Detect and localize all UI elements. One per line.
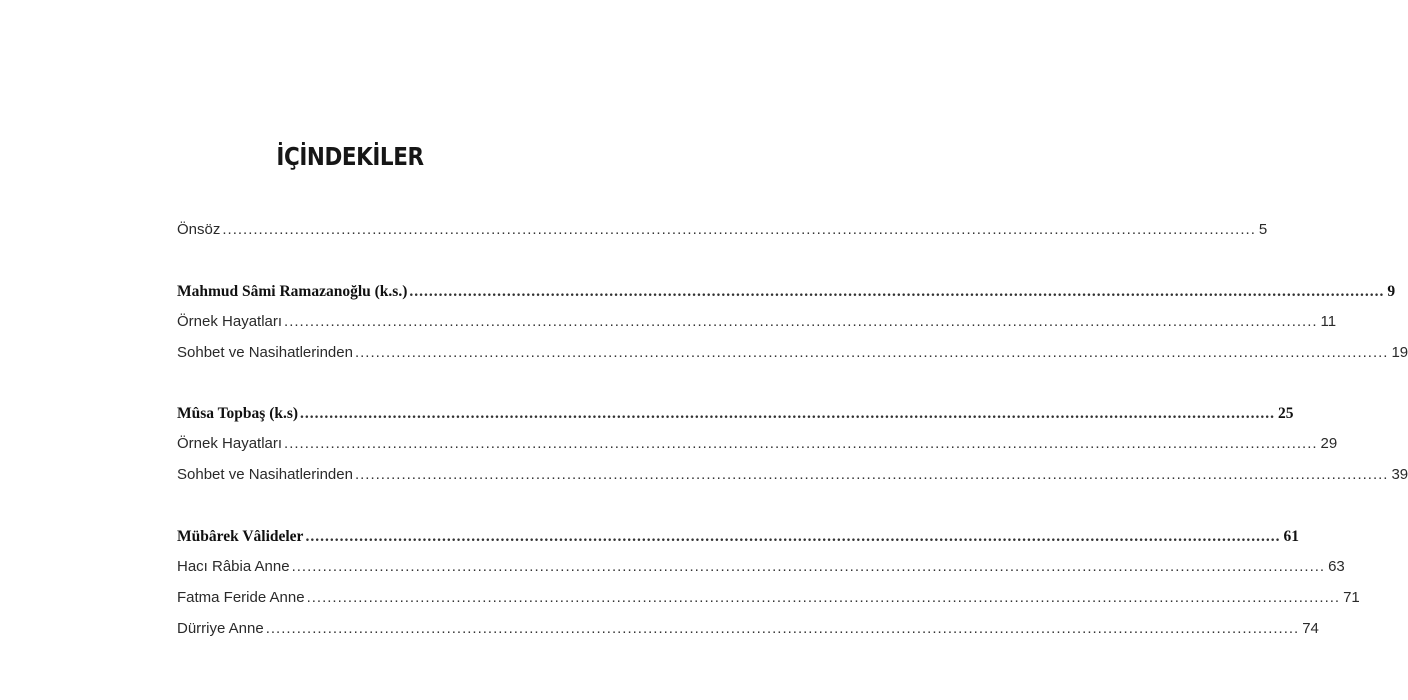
- toc-entry-label: Örnek Hayatları: [177, 313, 283, 330]
- toc-section-ramazanoglu: [177, 283, 1396, 305]
- dot-leader: ........................................................................................................................................................................................................: [291, 558, 1326, 575]
- toc-entry-sohbet-1: [177, 344, 1408, 366]
- toc-entry-label: Sohbet ve Nasihatlerinden: [177, 466, 353, 483]
- dot-leader: ........................................................................................................................................................................................................: [284, 435, 1318, 452]
- dot-leader: ........................................................................................................................................................................................................: [300, 405, 1276, 422]
- toc-section-topbas: [177, 405, 1294, 427]
- toc-section-label: Mahmud Sâmi Ramazanoğlu (k.s.): [177, 283, 408, 300]
- toc-entry-label: Önsöz: [177, 221, 221, 238]
- dot-leader: ........................................................................................................................................................................................................: [265, 620, 1300, 637]
- toc-entry-onsoz: [177, 221, 1268, 243]
- toc-entry-label: Dürriye Anne: [177, 620, 264, 637]
- toc-entry-page: 19: [1391, 344, 1408, 361]
- toc-section-page: 61: [1283, 528, 1299, 545]
- dot-leader: ........................................................................................................................................................................................................: [306, 589, 1341, 606]
- toc-entry-label: Hacı Râbia Anne: [177, 558, 290, 575]
- toc-entry-sohbet-2: [177, 466, 1408, 488]
- toc-entry-page: 29: [1320, 435, 1338, 452]
- dot-leader: ........................................................................................................................................................................................................: [354, 466, 1389, 483]
- toc-entry-ornek-hayatlari-1: [177, 313, 1337, 335]
- toc-section-mubarek-valideler: [177, 528, 1299, 550]
- toc-entry-haci-rabia-anne: [177, 558, 1345, 580]
- toc-section-label: Mûsa Topbaş (k.s): [177, 405, 299, 422]
- toc-title: İÇİNDEKİLER: [276, 142, 424, 171]
- toc-section-label: Mübârek Vâlideler: [177, 528, 304, 545]
- toc-entry-label: Fatma Feride Anne: [177, 589, 305, 606]
- dot-leader: ........................................................................................................................................................................................................: [409, 283, 1385, 300]
- toc-entry-page: 74: [1302, 620, 1319, 637]
- dot-leader: ........................................................................................................................................................................................................: [222, 221, 1256, 238]
- toc-entry-label: Sohbet ve Nasihatlerinden: [177, 344, 353, 361]
- toc-entry-durriye-anne: [177, 620, 1319, 642]
- toc-section-page: 9: [1387, 283, 1396, 300]
- toc-entry-page: 63: [1328, 558, 1345, 575]
- toc-entry-ornek-hayatlari-2: [177, 435, 1338, 457]
- toc-section-page: 25: [1278, 405, 1294, 422]
- dot-leader: ........................................................................................................................................................................................................: [284, 313, 1318, 330]
- toc-entry-fatma-feride-anne: [177, 589, 1360, 611]
- toc-entry-page: 11: [1320, 313, 1337, 330]
- dot-leader: ........................................................................................................................................................................................................: [305, 528, 1281, 545]
- toc-entry-page: 71: [1343, 589, 1360, 606]
- dot-leader: ........................................................................................................................................................................................................: [354, 344, 1389, 361]
- toc-entry-label: Örnek Hayatları: [177, 435, 283, 452]
- toc-entry-page: 5: [1258, 221, 1268, 238]
- toc-entry-page: 39: [1391, 466, 1408, 483]
